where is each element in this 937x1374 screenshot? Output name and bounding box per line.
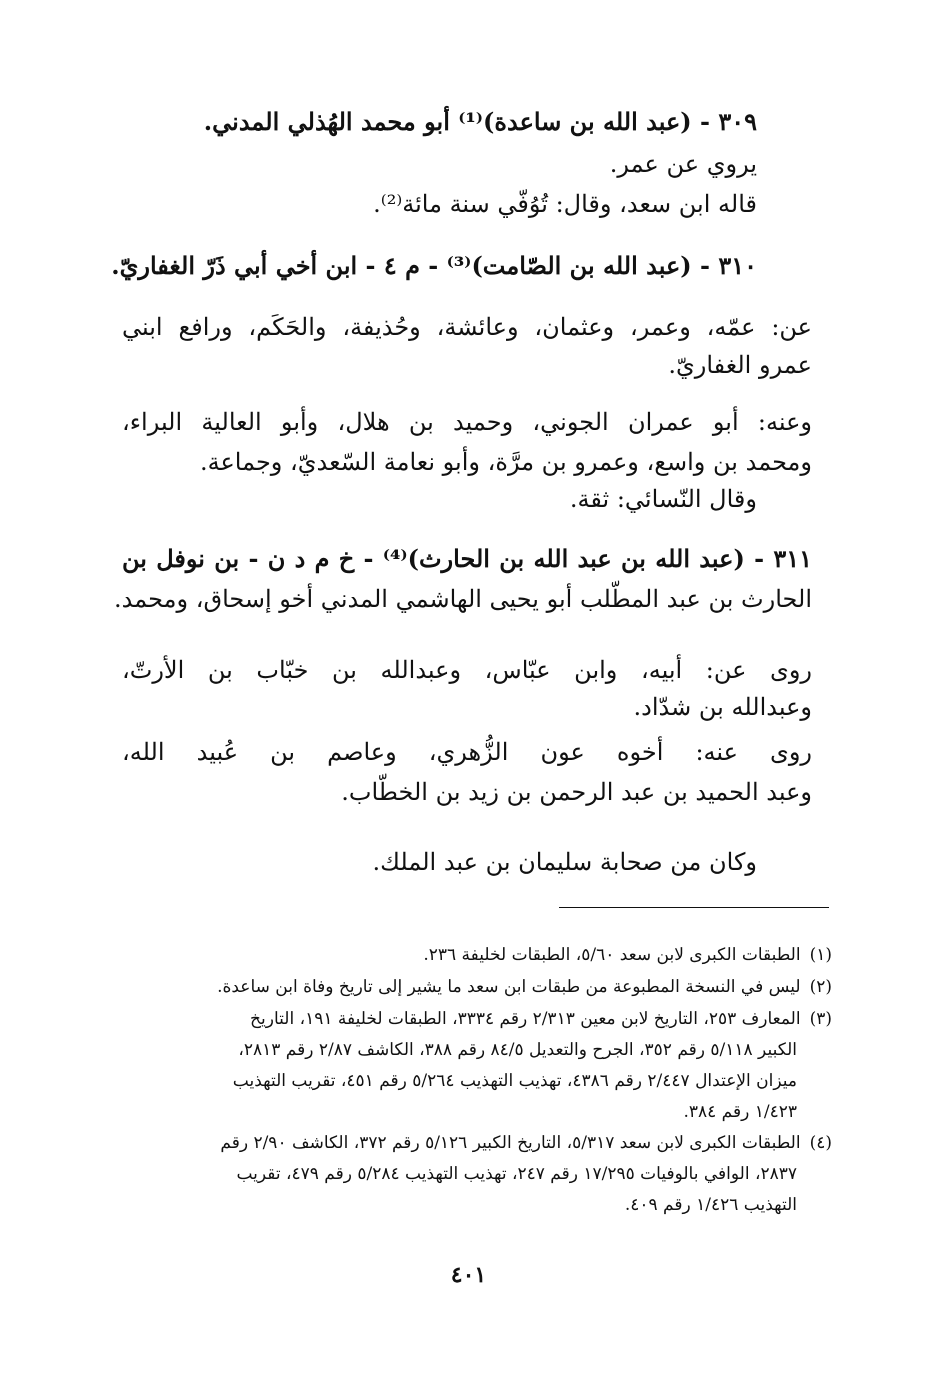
entry-310-heading: ٣١٠ - (عبد الله بن الصّامت)⁽³⁾ - م ٤ - ابن أخي أبي ذَرّ الغفاريّ. — [111, 251, 757, 280]
footnote-2-number: (٢) — [809, 977, 832, 997]
page-number: ٤٠١ — [450, 1262, 487, 1288]
footnote-3 — [132, 1004, 832, 1034]
footnote-4-number: (٤) — [809, 1133, 832, 1153]
footnote-2-text: ليس في النسخة المطبوعة من طبقات ابن سعد ما يشير إلى تاريخ وفاة ابن ساعدة. — [217, 977, 801, 997]
entry-311-narrated-from-cont: وعبدالله بن شدّاد. — [633, 693, 812, 721]
footnote-3-line-4: ١/٤٢٣ رقم ٣٨٤. — [683, 1102, 797, 1122]
footnote-3-number: (٣) — [809, 1009, 832, 1029]
entry-309-death-note: قاله ابن سعد، وقال: تُوُفّي سنة مائة⁽²⁾. — [373, 190, 757, 218]
entry-310-students-cont: ومحمد بن واسع، وعمرو بن مرَّة، وأبو نعامة السّعديّ، وجماعة. — [199, 448, 812, 476]
footnote-1-number: (١) — [809, 945, 832, 965]
entry-311-companion-note: وكان من صحابة سليمان بن عبد الملك. — [372, 848, 757, 876]
footnote-2 — [132, 972, 832, 1002]
entry-310-students: وعنه: أبو عمران الجوني، وحميد بن هلال، وأبو العالية البراء، — [122, 408, 812, 436]
footnote-1-text: الطبقات الكبرى لابن سعد ٥/٦٠، الطبقات لخليفة ٢٣٦. — [423, 945, 801, 965]
footnote-4 — [132, 1128, 832, 1158]
entry-311-narrated-by: روى عنه: أخوه عون الزُّهري، وعاصم بن عُبيد الله، — [122, 738, 812, 766]
entry-311-narrated-by-cont: وعبد الحميد بن عبد الرحمن بن زيد بن الخطّاب. — [341, 778, 812, 806]
footnote-3-line-3: ميزان الإعتدال ٢/٤٤٧ رقم ٤٣٨٦، تهذيب التهذيب ٥/٢٦٤ رقم ٤٥١، تقريب التهذيب — [232, 1071, 797, 1091]
footnote-1 — [132, 940, 832, 970]
entry-309-heading: ٣٠٩ - (عبد الله بن ساعدة)⁽¹⁾ أبو محمد الهُذلي المدني. — [203, 107, 757, 136]
footnote-3-line-2: الكبير ٥/١١٨ رقم ٣٥٢، الجرح والتعديل ٨٤/٥ رقم ٣٨٨، الكاشف ٢/٨٧ رقم ٢٨١٣، — [238, 1040, 797, 1060]
footnote-4-line-2: ٢٨٣٧، الوافي بالوفيات ١٧/٢٩٥ رقم ٢٤٧، تهذيب التهذيب ٥/٢٨٤ رقم ٤٧٩، تقريب — [236, 1164, 797, 1184]
entry-311-narrated-from: روى عن: أبيه، وابن عبّاس، وعبدالله بن خبّاب بن الأرتّ، — [122, 656, 812, 684]
entry-311-heading: ٣١١ - (عبد الله بن عبد الله بن الحارث)⁽⁴⁾ - خ م د ن - بن نوفل بن — [122, 544, 813, 573]
entry-310-narrators-from-cont: عمرو الغفاريّ. — [668, 351, 812, 379]
footnote-4-text-line-1: الطبقات الكبرى لابن سعد ٥/٣١٧، التاريخ الكبير ٥/١٢٦ رقم ٣٧٢، الكاشف ٢/٩٠ رقم — [220, 1133, 801, 1153]
entry-310-nasai-verdict: وقال النّسائي: ثقة. — [569, 485, 757, 513]
footnote-4-line-3: التهذيب ١/٤٢٦ رقم ٤٠٩. — [624, 1195, 797, 1215]
entry-310-narrators-from: عن: عمّه، وعمر، وعثمان، وعائشة، وحُذيفة، والحَكَم، ورافع ابني — [122, 313, 812, 341]
entry-309-narration: يروي عن عمر. — [609, 150, 757, 178]
footnote-3-text-line-1: المعارف ٢٥٣، التاريخ لابن معين ٢/٣١٣ رقم ٣٣٣٤، الطبقات لخليفة ١٩١، التاريخ — [250, 1009, 801, 1029]
footnote-divider — [559, 907, 829, 908]
entry-311-lineage: الحارث بن عبد المطّلب أبو يحيى الهاشمي المدني أخو إسحاق، ومحمد. — [114, 585, 812, 613]
